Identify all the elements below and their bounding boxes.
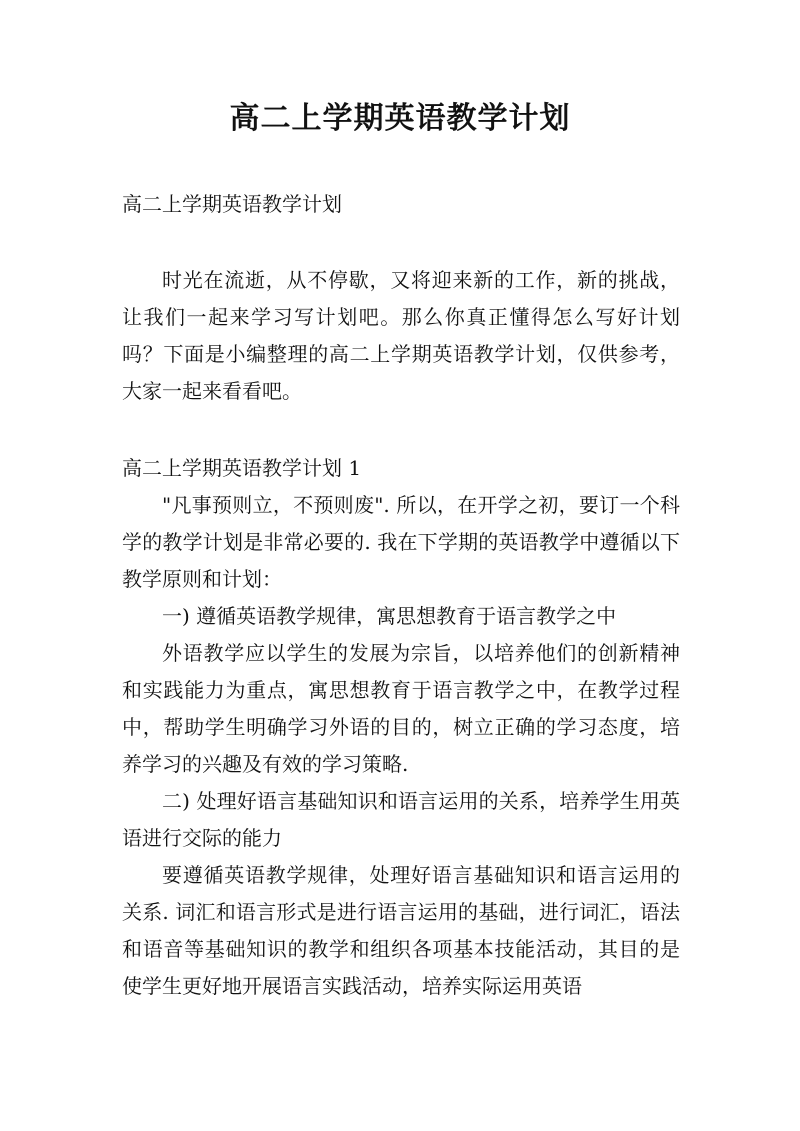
paragraph-principle-quote: "凡事预则立，不预则废". 所以，在开学之初，要订一个科学的教学计划是非常必要的. 我在下学期的英语教学中遵循以下教学原则和计划： [122,493,680,591]
document-subtitle: 高二上学期英语教学计划 [122,192,342,216]
plan-section [122,450,680,1005]
paragraph-heading-two: 二) 处理好语言基础知识和语言运用的关系，培养学生用英语进行交际的能力 [122,789,680,850]
paragraph-language-basics: 要遵循英语教学规律，处理好语言基础知识和语言运用的关系. 词汇和语言形式是进行语言运用的基础，进行词汇，语法和语音等基础知识的教学和组织各项基本技能活动，其目的是使学生更好地开展语言实践活动，培养实际运用英语 [122,863,680,998]
document-title: 高二上学期英语教学计划 [229,101,571,136]
paragraph-heading-one: 一) 遵循英语教学规律，寓思想教育于语言教学之中 [162,604,617,628]
paragraph-foreign-language-teaching: 外语教学应以学生的发展为宗旨，以培养他们的创新精神和实践能力为重点，寓思想教育于语言教学之中，在教学过程中，帮助学生明确学习外语的目的，树立正确的学习态度，培养学习的兴趣及有效的学习策略. [122,641,680,776]
intro-paragraph: 时光在流逝，从不停歇，又将迎来新的工作，新的挑战，让我们一起来学习写计划吧。那么你真正懂得怎么写好计划吗？下面是小编整理的高二上学期英语教学计划，仅供参考，大家一起来看看吧。 [122,268,680,403]
section-heading: 高二上学期英语教学计划 1 [122,456,362,480]
